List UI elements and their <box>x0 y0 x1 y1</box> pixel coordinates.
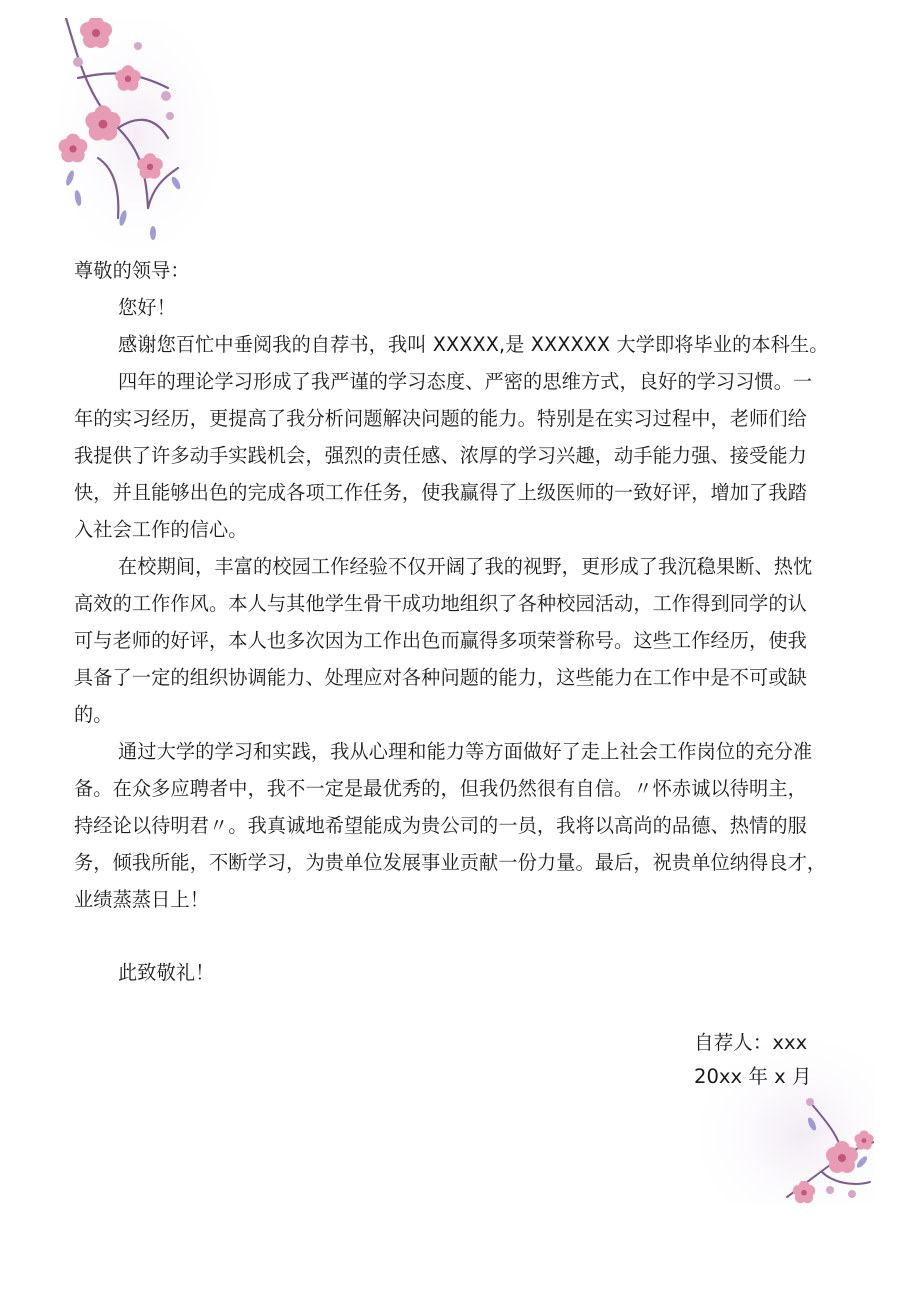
paragraph-line: 在校期间，丰富的校园工作经验不仅开阔了我的视野，更形成了我沉稳果断、热忱 <box>118 555 813 578</box>
signature-name: 自荐人：xxx <box>694 1031 808 1054</box>
paragraph-line: 感谢您百忙中垂阅我的自荐书，我叫 XXXXX,是 XXXXXX 大学即将毕业的本科生。 <box>118 333 829 356</box>
paragraph-line: 我提供了许多动手实践机会，强烈的责任感、浓厚的学习兴趣，动手能力强、接受能力 <box>74 444 807 467</box>
paragraph-line: 的。 <box>74 703 113 726</box>
letter-body <box>74 252 874 991</box>
paragraph-line: 可与老师的好评，本人也多次因为工作出色而赢得多项荣誉称号。这些工作经历，使我 <box>74 629 807 652</box>
paragraph-line: 务，倾我所能，不断学习，为贵单位发展事业贡献一份力量。最后，祝贵单位纳得良才， <box>74 851 827 874</box>
paragraph-line: 具备了一定的组织协调能力、处理应对各种问题的能力，这些能力在工作中是不可或缺 <box>74 666 807 689</box>
paragraph-line: 入社会工作的信心。 <box>74 518 248 541</box>
paragraph-line: 年的实习经历，更提高了我分析问题解决问题的能力。特别是在实习过程中，老师们给 <box>74 407 807 430</box>
signature-block <box>694 1026 812 1094</box>
spacer <box>74 918 874 954</box>
paragraph-line: 持经论以待明君〃。我真诚地希望能成为贵公司的一员，我将以高尚的品德、热情的服 <box>74 814 807 837</box>
paragraph-line: 备。在众多应聘者中，我不一定是最优秀的，但我仍然很有自信。〃怀赤诚以待明主， <box>74 777 807 800</box>
paragraph-line: 四年的理论学习形成了我严谨的学习态度、严密的思维方式，良好的学习习惯。一 <box>118 370 813 393</box>
paragraph-line: 高效的工作作风。本人与其他学生骨干成功地组织了各种校园活动，工作得到同学的认 <box>74 592 807 615</box>
greeting: 您好！ <box>118 296 176 319</box>
paragraph-line: 通过大学的学习和实践，我从心理和能力等方面做好了走上社会工作岗位的充分准 <box>118 740 813 763</box>
closing: 此致敬礼！ <box>118 961 215 984</box>
salutation: 尊敬的领导： <box>74 259 190 282</box>
signature-date: 20xx 年 x 月 <box>694 1065 812 1088</box>
paragraph-line: 快，并且能够出色的完成各项工作任务，使我赢得了上级医师的一致好评，增加了我踏 <box>74 481 807 504</box>
paragraph-line: 业绩蒸蒸日上！ <box>74 888 210 911</box>
cherry-blossom-decoration-top <box>58 18 218 250</box>
